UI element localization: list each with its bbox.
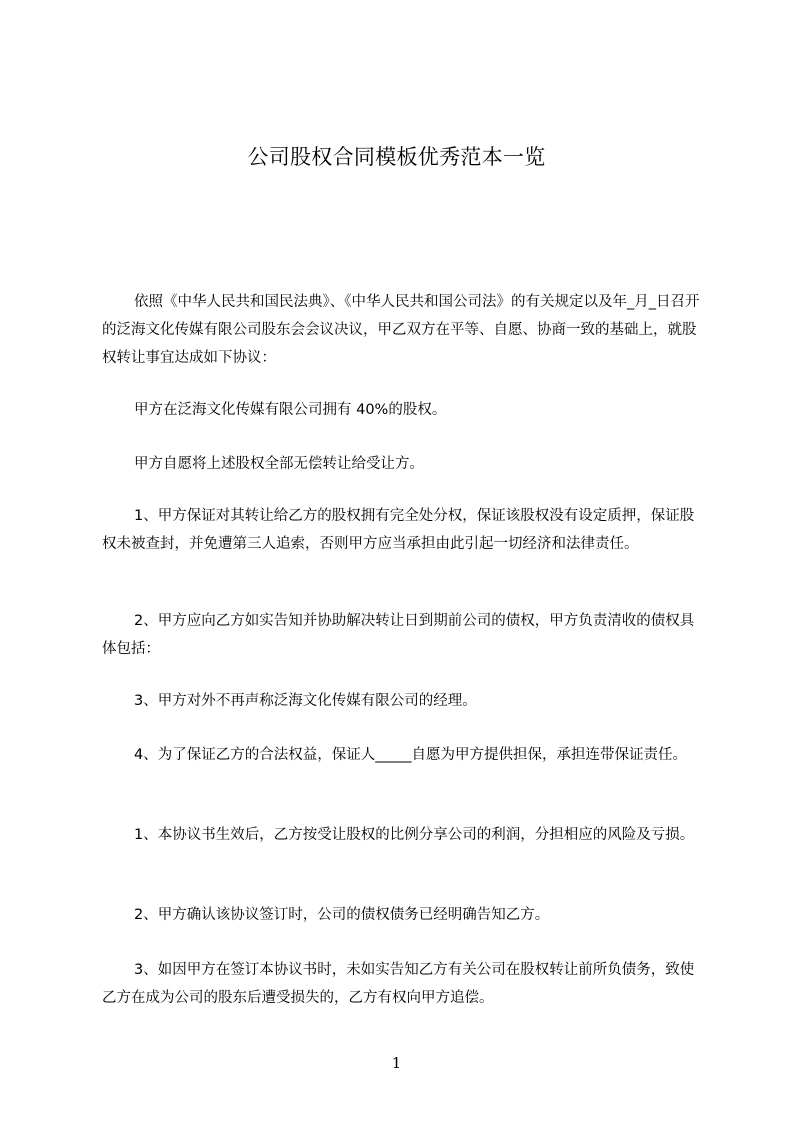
- page-number: 1: [391, 1054, 402, 1072]
- clause-debt-disclosure: 2、甲方确认该协议签订时，公司的债权债务已经明确告知乙方。: [134, 907, 550, 923]
- clause-profit-sharing: 1、本协议书生效后，乙方按受让股权的比例分享公司的利润，分担相应的风险及亏损。: [134, 827, 695, 843]
- clause-guarantor: 4、为了保证乙方的合法权益，保证人_____自愿为甲方提供担保，承担连带保证责任。: [134, 747, 687, 763]
- share-ownership-paragraph: 甲方在泛海文化传媒有限公司拥有 40%的股权。: [134, 402, 447, 418]
- clause-creditor-rights: 2、甲方应向乙方如实告知并协助解决转让日到期前公司的债权，甲方负责清收的债权具体包括：: [102, 613, 695, 657]
- clause-manager-status: 3、甲方对外不再声称泛海文化传媒有限公司的经理。: [134, 693, 477, 709]
- document-title: 公司股权合同模板优秀范本一览: [247, 145, 546, 169]
- clause-guarantee-disposal: 1、甲方保证对其转让给乙方的股权拥有完全处分权，保证该股权没有设定质押，保证股权未被查封，并免遭第三人追索，否则甲方应当承担由此引起一切经济和法律责任。: [102, 508, 695, 552]
- intro-paragraph: 依照《中华人民共和国民法典》、《中华人民共和国公司法》的有关规定以及年_月_日召开的泛海文化传媒有限公司股东会会议决议，甲乙双方在平等、自愿、协商一致的基础上，就股权转让事宜达成如下协议：: [102, 294, 700, 366]
- transfer-paragraph: 甲方自愿将上述股权全部无偿转让给受让方。: [134, 456, 424, 472]
- clause-compensation: 3、如因甲方在签订本协议书时，未如实告知乙方有关公司在股权转让前所负债务，致使乙方在成为公司的股东后遭受损失的，乙方有权向甲方追偿。: [102, 962, 695, 1006]
